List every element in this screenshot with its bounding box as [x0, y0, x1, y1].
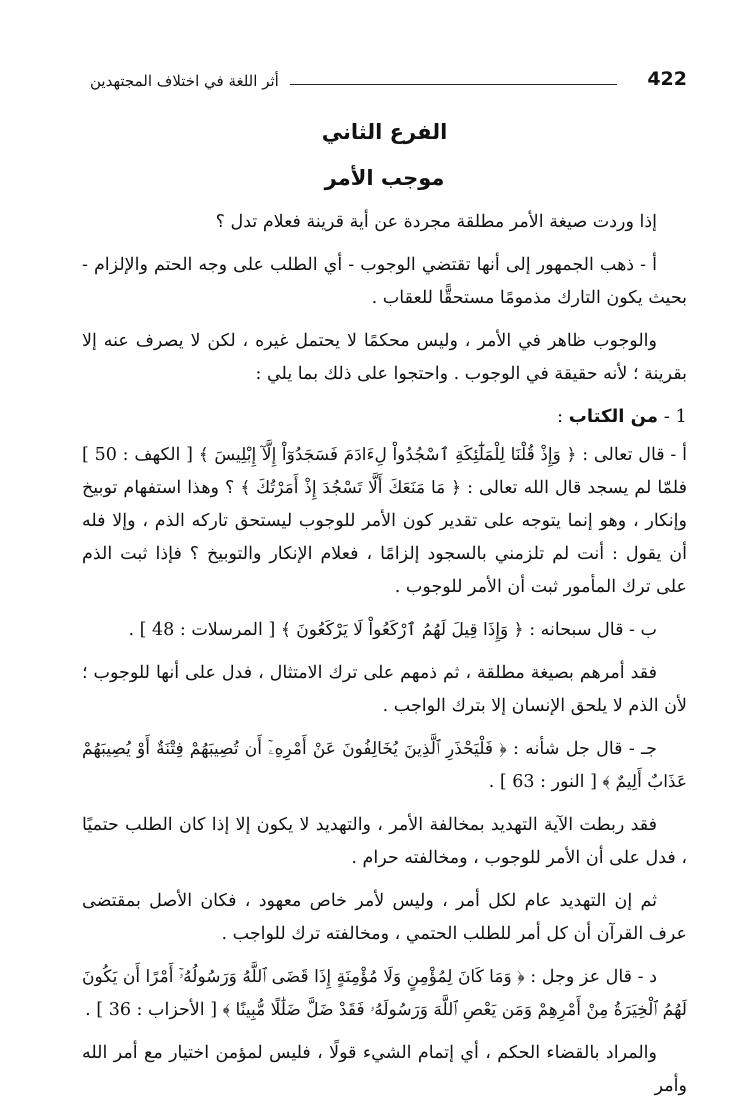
item-d-intro: د - قال عز وجل : [530, 967, 657, 987]
section-title: الفرع الثاني [321, 120, 448, 144]
paragraph: ثم إن التهديد عام لكل أمر ، وليس لأمر خاص معهود ، فكان الأصل بمقتضى عرف القرآن أن كل أمر للطلب الحتمي ، ومخالفته ترك للواجب . [82, 891, 687, 944]
item-b-intro: ب - قال سبحانه : [529, 620, 657, 640]
paragraph: والوجوب ظاهر في الأمر ، وليس محكمًا لا يحتمل غيره ، لكن لا يصرف عنه إلا بقرينة ؛ لأنه حقيقة في الوجوب . واحتجوا على ذلك بما يلي : [82, 331, 687, 384]
item-a-text: فلمّا لم يسجد قال الله تعالى : [467, 478, 687, 498]
paragraph: فقد ربطت الآية التهديد بمخالفة الأمر ، والتهديد لا يكون إلا إذا كان الطلب حتميًا ، فدل على أن الأمر للوجوب ، ومخالفته حرام . [82, 815, 687, 868]
item-a-intro: أ - قال تعالى : [582, 445, 687, 465]
page-header [90, 68, 687, 98]
kitab-heading-label: من الكتاب [568, 406, 658, 427]
paragraph: فقد أمرهم بصيغة مطلقة ، ثم ذمهم على ترك الامتثال ، فدل على أنها للوجوب ؛ لأن الذم لا يلحق الإنسان إلا بترك الواجب . [82, 663, 687, 716]
verse-reference: [ الأحزاب : 36 ] . [85, 1000, 218, 1020]
kitab-heading [82, 401, 687, 433]
quran-verse: ﴿ وَإِذْ قُلْنَا لِلْمَلَٰٓئِكَةِ ٱسْجُدُواْ لِءَادَمَ فَسَجَدُوٓاْ إِلَّآ إِبْلِيسَ ﴾ [198, 445, 577, 465]
quran-verse: ﴿ وَمَا كَانَ لِمُؤْمِنٍ وَلَا مُؤْمِنَةٍ إِذَا قَضَى ٱللَّهُ وَرَسُولُهُۥٓ أَمْرًا أَن يَكُونَ لَهُمُ ٱلْخِيَرَةُ مِنْ أَمْرِهِمْ وَمَن يَعْصِ ٱللَّهَ وَرَسُولَهُۥ فَقَدْ ضَلَّ ضَلَٰلًا مُّبِينًا ﴾ [82, 967, 687, 1020]
paragraph: أ - ذهب الجمهور إلى أنها تقتضي الوجوب - أي الطلب على وجه الحتم والإلزام - بحيث يكون التارك مذمومًا مستحقًّا للعقاب . [82, 255, 687, 308]
verse-reference: [ الكهف : 50 ] [82, 445, 193, 465]
section-subtitle: موجب الأمر [324, 166, 445, 190]
verse-reference: [ النور : 63 ] . [488, 772, 597, 792]
quran-verse: ﴿ مَا مَنَعَكَ أَلَّا تَسْجُدَ إِذْ أَمَرْتُكَ ﴾ [240, 478, 462, 498]
item-a-text: ؟ وهذا استفهام توبيخ وإنكار ، وهو إنما يتوجه على تقدير كون الأمر للوجوب ليستحق تاركه الذم ، وإلا فله أن يقول : أنت لم تلزمني بالسجود إلزامًا ، فعلام الإنكار والتوبيخ ؟ فإذا ثبت الذم على ترك المأمور ثبت أن الأمر للوجوب . [82, 478, 687, 597]
item-a [82, 439, 687, 604]
page-number: 422 [647, 68, 687, 90]
running-title: أثر اللغة في اختلاف المجتهدين [90, 72, 279, 90]
item-c-intro: جـ - قال جل شأنه : [512, 739, 657, 759]
header-rule [290, 84, 617, 85]
paragraph: والمراد بالقضاء الحكم ، أي إتمام الشيء قولًا ، فليس لمؤمن اختيار مع أمر الله وأمر [82, 1043, 687, 1096]
kitab-heading-colon: : [556, 406, 564, 427]
paragraph: إذا وردت صيغة الأمر مطلقة مجردة عن أية قرينة فعلام تدل ؟ [215, 212, 657, 232]
kitab-heading-number: 1 - [663, 406, 687, 427]
item-d [82, 961, 687, 1027]
verse-reference: [ المرسلات : 48 ] . [128, 620, 276, 640]
quran-verse: ﴿ وَإِذَا قِيلَ لَهُمُ ٱرْكَعُواْ لَا يَرْكَعُونَ ﴾ [280, 620, 524, 640]
page-content [82, 110, 687, 1113]
item-c [82, 733, 687, 799]
quran-verse: ﴿ فَلْيَحْذَرِ ٱلَّذِينَ يُخَالِفُونَ عَنْ أَمْرِهِۦٓ أَن تُصِيبَهُمْ فِتْنَةٌ أَوْ يُصِيبَهُمْ عَذَابٌ أَلِيمٌ ﴾ [82, 739, 687, 792]
item-b [82, 614, 687, 647]
